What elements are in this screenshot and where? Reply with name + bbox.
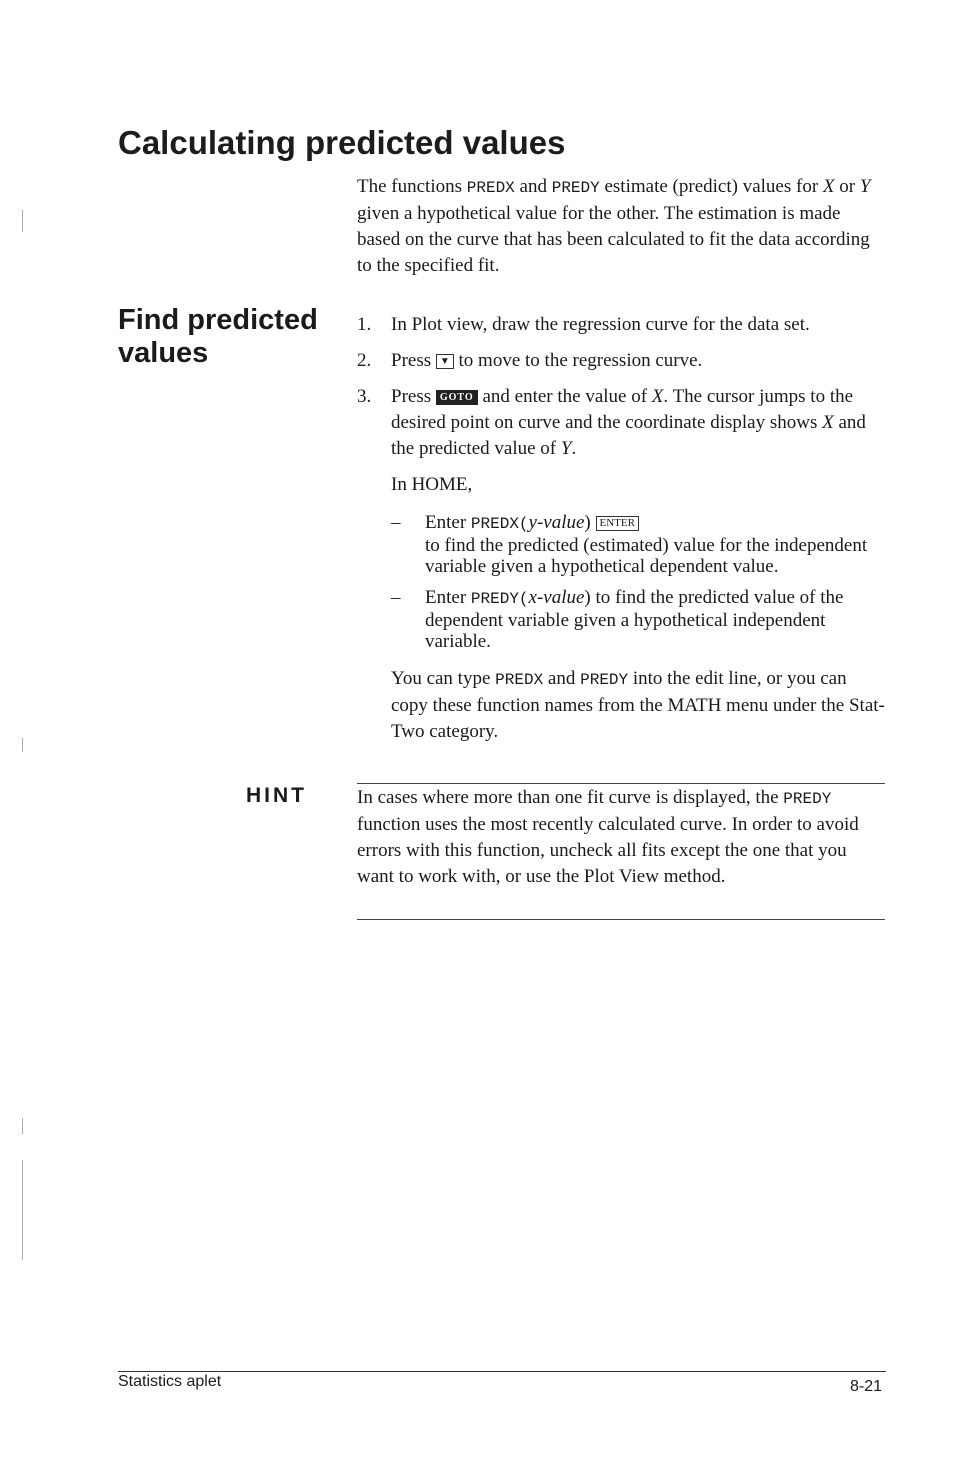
closing-paragraph: You can type PREDX and PREDY into the edit line, or you can copy these function names from the MATH menu under the Stat-Two category. <box>391 668 885 742</box>
step-number: 1. <box>357 314 372 335</box>
home-label: In HOME, <box>391 474 473 495</box>
intro-paragraph: The functions PREDX and PREDY estimate (predict) values for X or Y given a hypothetical value for the other. The estimation is made based on the curve that has been calculated to fit the data according to the specified fit. <box>357 176 871 276</box>
footer-section-name: Statistics aplet <box>118 1373 222 1390</box>
step-number: 3. <box>357 386 372 407</box>
bullet-item: – Enter PREDY(x-value) to find the predicted value of the dependent variable given a hypothetical independent variable. <box>391 587 844 652</box>
function-name: PREDX( <box>470 515 529 533</box>
hint-bottom-rule <box>357 919 885 920</box>
step-number: 2. <box>357 350 372 371</box>
footer-rule <box>118 1371 886 1372</box>
function-name: PREDY <box>580 671 629 689</box>
margin-mark <box>22 210 23 232</box>
function-name: PREDY <box>783 790 832 808</box>
step-item <box>357 312 887 338</box>
margin-mark <box>22 1118 23 1134</box>
function-name: PREDY <box>551 179 600 197</box>
page-title: Calculating predicted values <box>118 124 566 161</box>
steps-list <box>357 312 887 755</box>
down-arrow-key-icon: ▼ <box>436 354 454 369</box>
step-item: 2. Press ▼ to move to the regression curve. <box>357 348 887 374</box>
section-title: Find predicted values <box>118 304 318 369</box>
hint-top-rule <box>357 783 885 784</box>
bullet-dash: – <box>391 512 401 533</box>
margin-mark <box>22 738 23 752</box>
function-name: PREDX <box>466 179 515 197</box>
page-number: 8-21 <box>850 1378 883 1395</box>
goto-softkey-icon: GOTO <box>436 390 478 405</box>
hint-label: HINT <box>246 784 307 807</box>
hint-body: In cases where more than one fit curve is displayed, the PREDY function uses the most recently calculated curve. In order to avoid errors with this function, uncheck all fits except the one that you want to work with, or use the Plot View method. <box>357 787 859 887</box>
bullet-dash: – <box>391 587 401 608</box>
function-name: PREDY( <box>470 590 529 608</box>
enter-key-icon: ENTER <box>596 516 639 531</box>
bullet-list <box>391 512 887 652</box>
bullet-item: – Enter PREDX(y-value) ENTER to find the predicted (estimated) value for the independent variable given a hypothetical dependent value. <box>391 512 868 577</box>
margin-mark <box>22 1160 23 1260</box>
function-name: PREDX <box>495 671 544 689</box>
step-text: In Plot view, draw the regression curve for the data set. <box>391 314 810 335</box>
step-item: 3. Press GOTO and enter the value of X. The cursor jumps to the desired point on curve and the coordinate display shows X and the predicted value of Y. In HOME, – Enter PREDX(y-value) ENTER to find the predicted (estimated) value for the independent variable given a hypothetical dependent value. – Enter PREDY(x-value) to find the predicted value of the dependent variable given a hypothetical independent variable. You can type PREDX and PREDY into the edit line, or you can copy these function names from the MATH menu under the Stat-Two category. <box>357 384 887 745</box>
